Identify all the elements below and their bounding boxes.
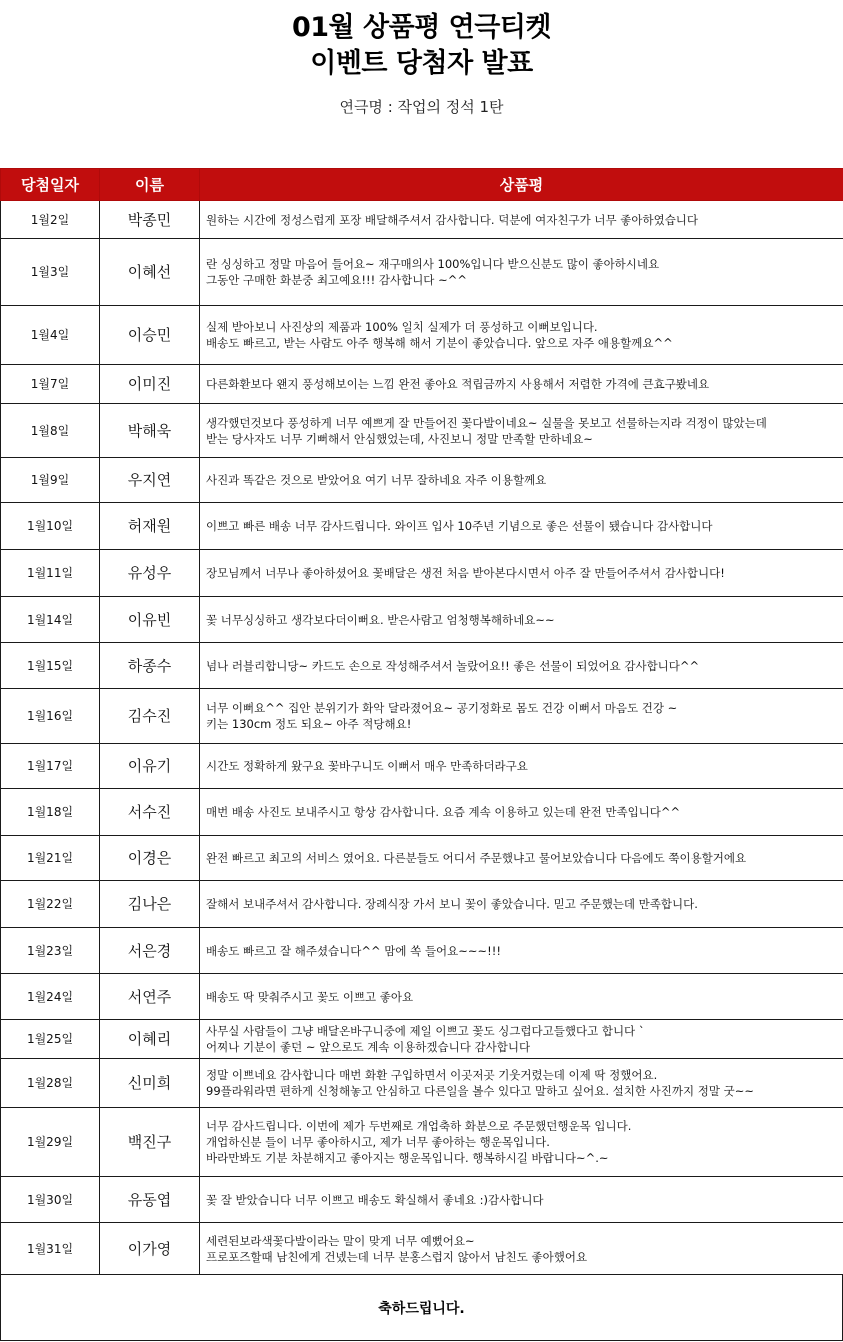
winner-review: 꽃 너무싱싱하고 생각보다더이뻐요. 받은사람고 엄청행복해하네요~~ [200, 597, 843, 643]
table-row [1, 1020, 843, 1059]
winner-review: 매번 배송 사진도 보내주시고 항상 감사합니다. 요즘 계속 이용하고 있는데 완전 만족입니다^^ [200, 789, 843, 836]
winner-date: 1월25일 [1, 1020, 100, 1059]
table-row [1, 643, 843, 689]
table-row [1, 928, 843, 974]
winner-review: 원하는 시간에 정성스럽게 포장 배달해주셔서 감사합니다. 덕분에 여자친구가 너무 좋아하였습니다 [200, 201, 843, 239]
table-row [1, 306, 843, 365]
winner-date: 1월31일 [1, 1223, 100, 1275]
winners-table [0, 168, 843, 1275]
winner-review: 너무 이뻐요^^ 집안 분위기가 화악 달라졌어요~ 공기정화로 몸도 건강 이뻐서 마음도 건강 ~ 키는 130cm 정도 되요~ 아주 적당해요! [200, 689, 843, 744]
winner-name: 유성우 [100, 550, 200, 597]
winner-date: 1월21일 [1, 836, 100, 881]
winner-date: 1월22일 [1, 881, 100, 928]
winner-name: 신미희 [100, 1059, 200, 1108]
winner-date: 1월8일 [1, 404, 100, 458]
winner-review: 넘나 러블리합니당~ 카드도 손으로 작성해주셔서 놀랐어요!! 좋은 선물이 되었어요 감사합니다^^ [200, 643, 843, 689]
winner-review: 정말 이쁘네요 감사합니다 매번 화환 구입하면서 이곳저곳 기웃거렸는데 이제 딱 정했어요. 99플라워라면 편하게 신청해놓고 안심하고 다른일을 볼수 있다고 말하고 싶어요. 설치한 사진까지 정말 굿~~ [200, 1059, 843, 1108]
winner-review: 이쁘고 빠른 배송 너무 감사드립니다. 와이프 입사 10주년 기념으로 좋은 선물이 됐습니다 감사합니다 [200, 503, 843, 550]
title-line-1: 01월 상품평 연극티켓 [291, 12, 552, 43]
winner-name: 이유기 [100, 744, 200, 789]
winner-name: 김나은 [100, 881, 200, 928]
table-row [1, 1108, 843, 1177]
winner-name: 허재원 [100, 503, 200, 550]
table-row [1, 201, 843, 239]
table-row [1, 1223, 843, 1275]
winner-date: 1월29일 [1, 1108, 100, 1177]
table-row [1, 1177, 843, 1223]
column-header-review: 상품평 [200, 169, 843, 201]
winner-name: 이미진 [100, 365, 200, 404]
winner-date: 1월23일 [1, 928, 100, 974]
table-row [1, 881, 843, 928]
winner-date: 1월2일 [1, 201, 100, 239]
winner-review: 너무 감사드립니다. 이번에 제가 두번째로 개업축하 화분으로 주문했던행운목 입니다. 개업하신분 들이 너무 좋아하시고, 제가 너무 좋아하는 행운목입니다. 바라만봐도 기분 차분해지고 좋아지는 행운목입니다. 행복하시길 바랍니다~^.~ [200, 1108, 843, 1177]
winner-name: 하종수 [100, 643, 200, 689]
congratulations-footer [0, 1275, 843, 1341]
winner-review: 장모님께서 너무나 좋아하셨어요 꽃배달은 생전 처음 받아본다시면서 아주 잘 만들어주셔서 감사합니다! [200, 550, 843, 597]
table-row [1, 550, 843, 597]
winner-review: 사무실 사람들이 그냥 배달온바구니중에 제일 이쁘고 꽃도 싱그럽다고들했다고 합니다 ` 어찌나 기분이 좋던 ~ 앞으로도 계속 이용하겠습니다 감사합니다 [200, 1020, 843, 1059]
table-row [1, 744, 843, 789]
table-header-row [1, 169, 843, 201]
winner-name: 이가영 [100, 1223, 200, 1275]
winner-name: 이승민 [100, 306, 200, 365]
table-row [1, 404, 843, 458]
winner-review: 시간도 정확하게 왔구요 꽃바구니도 이뻐서 매우 만족하더라구요 [200, 744, 843, 789]
title-line-2: 이벤트 당첨자 발표 [310, 48, 533, 79]
winner-name: 서은경 [100, 928, 200, 974]
winner-date: 1월14일 [1, 597, 100, 643]
table-row [1, 689, 843, 744]
table-row [1, 239, 843, 306]
winner-date: 1월28일 [1, 1059, 100, 1108]
table-row [1, 458, 843, 503]
winner-date: 1월7일 [1, 365, 100, 404]
winner-name: 서연주 [100, 974, 200, 1020]
winner-date: 1월9일 [1, 458, 100, 503]
winner-date: 1월17일 [1, 744, 100, 789]
winner-name: 이경은 [100, 836, 200, 881]
table-row [1, 503, 843, 550]
winner-name: 이혜리 [100, 1020, 200, 1059]
winner-name: 이혜선 [100, 239, 200, 306]
winner-name: 이유빈 [100, 597, 200, 643]
winner-review: 배송도 딱 맞춰주시고 꽃도 이쁘고 좋아요 [200, 974, 843, 1020]
winner-review: 란 싱싱하고 정말 마음어 들어요~ 재구매의사 100%입니다 받으신분도 많이 좋아하시네요 그동안 구매한 화분중 최고예요!!! 감사합니다 ~^^ [200, 239, 843, 306]
winner-name: 김수진 [100, 689, 200, 744]
winner-date: 1월18일 [1, 789, 100, 836]
play-name-subtitle: 연극명 : 작업의 정석 1탄 [339, 98, 504, 116]
winner-review: 생각했던것보다 풍성하게 너무 예쁘게 잘 만들어진 꽃다발이네요~ 실물을 못보고 선물하는지라 걱정이 많았는데 받는 당사자도 너무 기뻐해서 안심했었는데, 사진보니 정말 만족할 만하네요~ [200, 404, 843, 458]
winner-review: 사진과 똑같은 것으로 받았어요 여기 너무 잘하네요 자주 이용할께요 [200, 458, 843, 503]
winner-date: 1월30일 [1, 1177, 100, 1223]
table-row [1, 365, 843, 404]
winner-review: 꽃 잘 받았습니다 너무 이쁘고 배송도 확실해서 좋네요 :)감사합니다 [200, 1177, 843, 1223]
column-header-date: 당첨일자 [1, 169, 100, 201]
table-row [1, 836, 843, 881]
footer-message: 축하드립니다. [378, 1300, 465, 1317]
table-row [1, 974, 843, 1020]
winner-name: 박종민 [100, 201, 200, 239]
winner-review: 다른화환보다 왠지 풍성해보이는 느낌 완전 좋아요 적립금까지 사용해서 저렴한 가격에 큰효구봤네요 [200, 365, 843, 404]
table-row [1, 597, 843, 643]
page-title [0, 10, 843, 82]
winner-name: 우지연 [100, 458, 200, 503]
winner-name: 박해욱 [100, 404, 200, 458]
winner-date: 1월10일 [1, 503, 100, 550]
winner-date: 1월4일 [1, 306, 100, 365]
winner-name: 백진구 [100, 1108, 200, 1177]
winner-review: 잘해서 보내주셔서 감사합니다. 장례식장 가서 보니 꽃이 좋았습니다. 믿고 주문했는데 만족합니다. [200, 881, 843, 928]
winner-name: 서수진 [100, 789, 200, 836]
winner-review: 배송도 빠르고 잘 해주셨습니다^^ 맘에 쏙 들어요~~~!!! [200, 928, 843, 974]
winner-date: 1월24일 [1, 974, 100, 1020]
winner-date: 1월16일 [1, 689, 100, 744]
winner-review: 세련된보라색꽃다발이라는 말이 맞게 너무 예뻤어요~ 프로포즈할때 남친에게 건넸는데 너무 분홍스럽지 않아서 남친도 좋아했어요 [200, 1223, 843, 1275]
table-row [1, 789, 843, 836]
winner-name: 유동엽 [100, 1177, 200, 1223]
winner-date: 1월11일 [1, 550, 100, 597]
winner-review: 완전 빠르고 최고의 서비스 였어요. 다른분들도 어디서 주문했냐고 물어보았습니다 다음에도 쭉이용할거에요 [200, 836, 843, 881]
winner-date: 1월3일 [1, 239, 100, 306]
column-header-name: 이름 [100, 169, 200, 201]
winner-review: 실제 받아보니 사진상의 제품과 100% 일치 실제가 더 풍성하고 이뻐보입니다. 배송도 빠르고, 받는 사람도 아주 행복해 해서 기분이 좋았습니다. 앞으로 자주 애용할께요^^ [200, 306, 843, 365]
winner-date: 1월15일 [1, 643, 100, 689]
table-row [1, 1059, 843, 1108]
